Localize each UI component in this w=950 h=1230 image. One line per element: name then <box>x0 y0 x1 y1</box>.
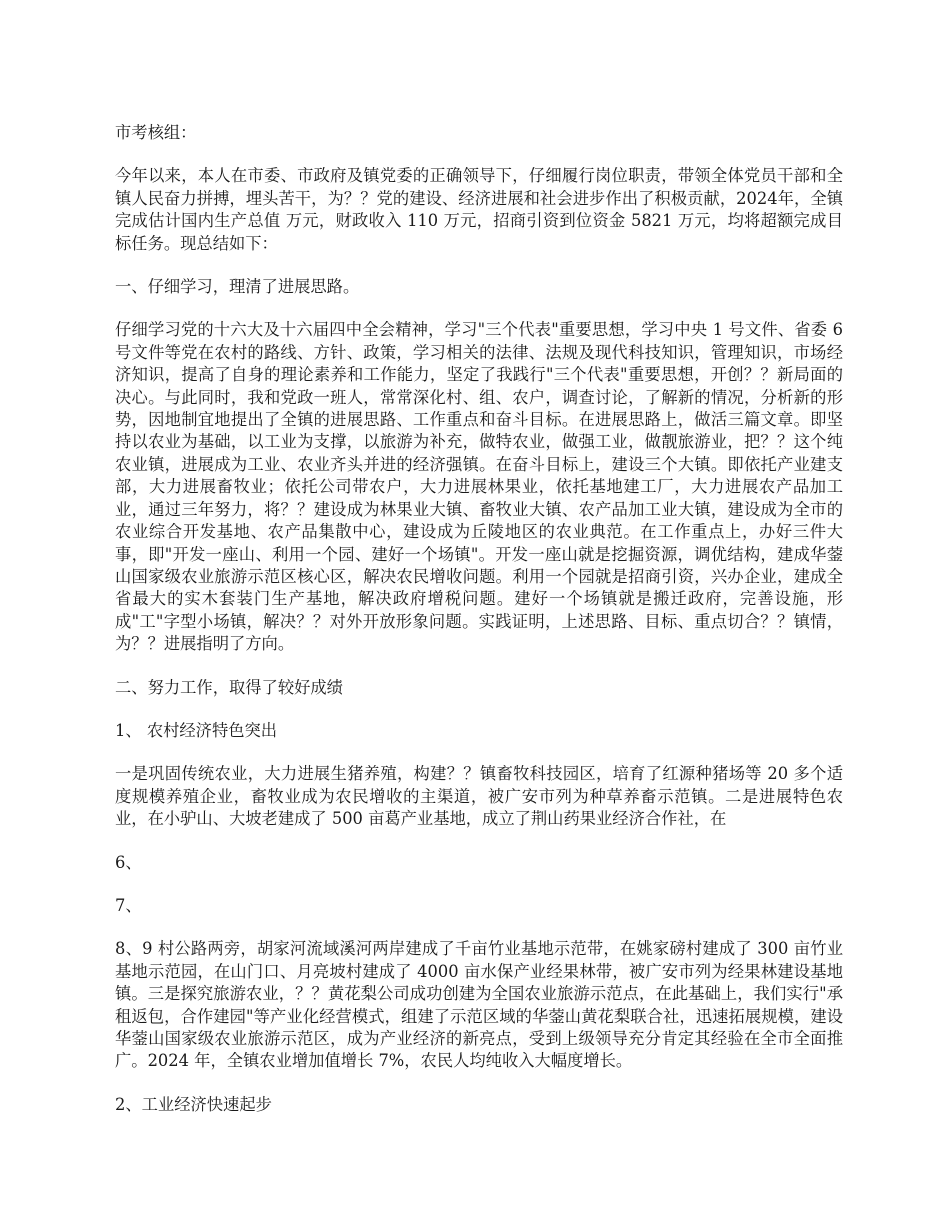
bamboo-base-paragraph: 8、9 村公路两旁，胡家河流域溪河两岸建成了千亩竹业基地示范带，在姚家磅村建成了 300 亩竹业基地示范园，在山门口、月亮坡村建成了 4000 亩水保产业经果林带，被广安市列为经果林建设基地镇。三是探究旅游农业，？？黄花梨公司成功创建为全国农业旅游示范点，在此基础上，我们实行"承租返包，合作建园"等产业化经营模式，组建了示范区域的华蓥山黄花梨联合社，迅速拓展规模，建设华蓥山国家级农业旅游示范区，成为产业经济的新亮点，受到上级领导充分肯定其经验在全市全面推广。2024 年，全镇农业增加值增长 7%，农民人均纯收入大幅度增长。 <box>115 939 843 1071</box>
list-marker-7: 7、 <box>115 895 142 915</box>
salutation: 市考核组： <box>115 123 197 142</box>
document-body <box>115 122 843 1137</box>
subheading-industrial-economy: 2、工业经济快速起步 <box>115 1094 272 1114</box>
section-heading-2: 二、努力工作，取得了较好成绩 <box>115 677 343 697</box>
rural-economy-paragraph: 一是巩固传统农业，大力进展生猪养殖，构建？？镇畜牧科技园区，培育了红源种猪场等 20 多个适度规模养殖企业，畜牧业成为农民增收的主渠道，被广安市列为种草养畜示范镇。二是进展特色农业，在小驴山、大坡老建成了 500 亩葛产业基地，成立了荆山药果业经济合作社，在 <box>115 764 843 829</box>
subheading-rural-economy: 1、 农村经济特色突出 <box>115 720 278 740</box>
intro-paragraph: 今年以来，本人在市委、市政府及镇党委的正确领导下，仔细履行岗位职责，带领全体党员干部和全镇人民奋力拼搏，埋头苦干，为？？党的建设、经济进展和社会进步作出了积极贡献，2024年，全镇完成估计国内生产总值 万元，财政收入 110 万元，招商引资到位资金 5821 万元，均将超额完成目标任务。现总结如下： <box>115 166 843 253</box>
section-heading-1: 一、仔细学习，理清了进展思路。 <box>115 277 360 297</box>
list-marker-6: 6、 <box>115 852 142 872</box>
study-paragraph: 仔细学习党的十六大及十六届四中全会精神，学习"三个代表"重要思想，学习中央 1 号文件、省委 6 号文件等党在农村的路线、方针、政策，学习相关的法律、法规及现代科技知识，管理知识，市场经济知识，提高了自身的理论素养和工作能力，坚定了我践行"三个代表"重要思想，开创？？新局面的决心。与此同时，我和党政一班人，常常深化村、组、农户，调查讨论，了解新的情况，分析新的形势，因地制宜地提出了全镇的进展思路、工作重点和奋斗目标。在进展思路上，做活三篇文章。即坚持以农业为基础，以工业为支撑，以旅游为补充，做特农业，做强工业，做靓旅游业，把？？这个纯农业镇，进展成为工业、农业齐头并进的经济强镇。在奋斗目标上，建设三个大镇。即依托产业建支部，大力进展畜牧业；依托公司带农户，大力进展林果业，依托基地建工厂，大力进展农产品加工业，通过三年努力，将？？建设成为林果业大镇、畜牧业大镇、农产品加工业大镇，建设成为全市的农业综合开发基地、农产品集散中心，建设成为丘陵地区的农业典范。在工作重点上，办好三件大事，即"开发一座山、利用一个园、建好一个场镇"。开发一座山就是挖掘资源，调优结构，建成华蓥山国家级农业旅游示范区核心区，解决农民增收问题。利用一个园就是招商引资，兴办企业，建成全省最大的实木套装门生产基地，解决政府增税问题。建好一个场镇就是搬迁政府，完善设施，形成"工"字型小场镇，解决？？对外开放形象问题。实践证明，上述思路、目标、重点切合？？镇情，为？？进展指明了方向。 <box>115 320 843 654</box>
